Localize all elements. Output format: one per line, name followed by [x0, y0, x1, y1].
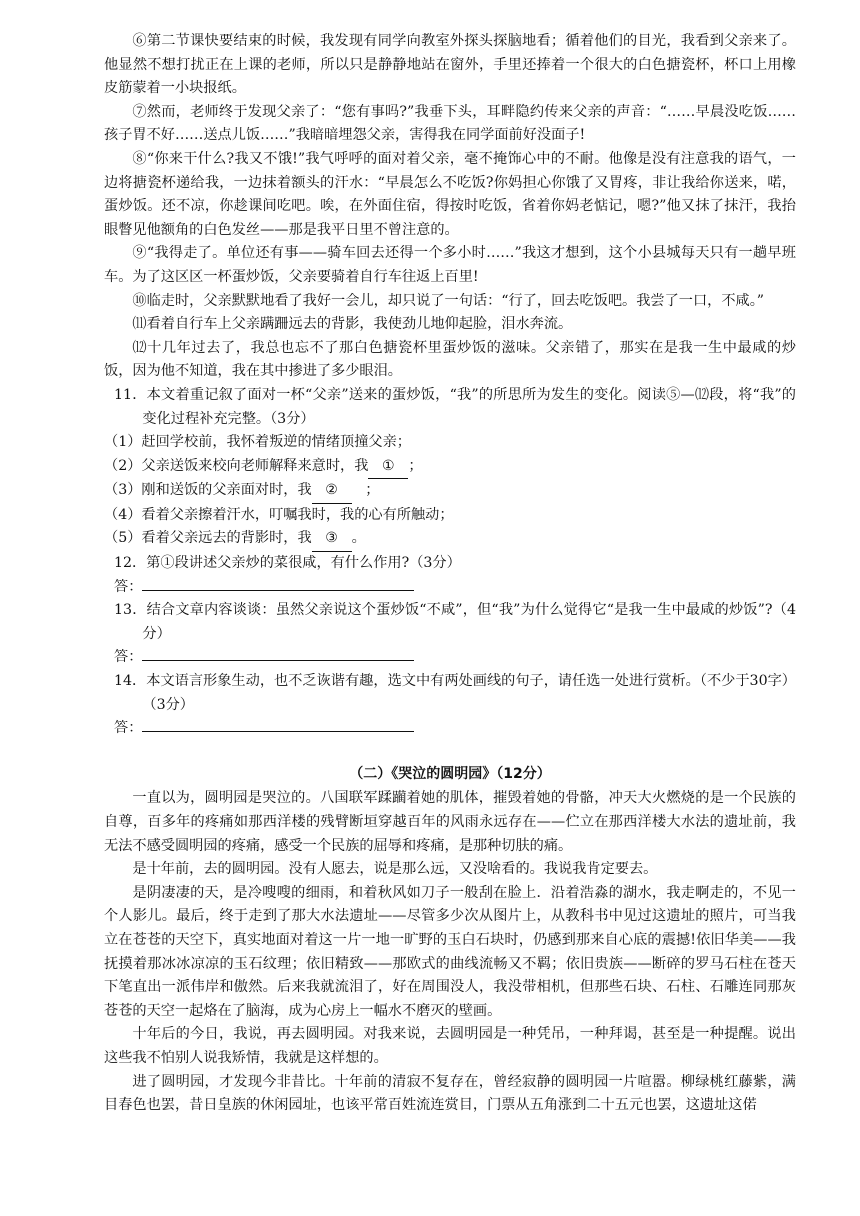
paragraph-7: ⑦然而，老师终于发现父亲了：“您有事吗?”我垂下头，耳畔隐约传来父亲的声音：“……早晨没吃饭……孩子胃不好……送点儿饭……”我暗暗埋怨父亲，害得我在同学面前好没面子!: [104, 103, 796, 144]
item-3-punct: ；: [365, 482, 380, 499]
section-2-paragraph-1: 一直以为，圆明园是哭泣的。八国联军蹂躏着她的肌体，摧毁着她的骨骼，冲天大火燃烧的是一个民族的自尊，百多年的疼痛如那西洋楼的残臂断垣穿越百年的风雨永远存在——伫立在那西洋楼大水法的遗址前，我无法不感受圆明园的疼痛，感受一个民族的屈辱和疼痛，是那种切肤的痛。: [104, 790, 796, 854]
answer-12: [104, 576, 796, 600]
question-11-item-1: （1）赶回学校前，我怀着叛逆的情绪顶撞父亲；: [104, 434, 411, 451]
section-2-body: [104, 787, 796, 1117]
answer-12-line[interactable]: [142, 576, 414, 591]
answer-13-line[interactable]: [142, 646, 414, 661]
item-3-text: （3）刚和送饭的父亲面对时，我: [104, 482, 312, 499]
blank-3[interactable]: ③: [312, 527, 352, 552]
item-2-text: （2）父亲送饭来校向老师解释来意时，我: [104, 457, 369, 474]
section-2-paragraph-3: 是阴凄凄的天，是冷嗖嗖的细雨，和着秋风如刀子一般刮在脸上．沿着浩淼的湖水，我走啊走的，不见一个人影儿。最后，终于走到了那大水法遗址——尽管多少次从图片上，从教科书中见过这遗址的照片，可当我立在苍苍的天空下，真实地面对着这一片一地一旷野的玉白石块时，仍感到那来自心底的震撼!依旧华美——我抚摸着那冰冰凉凉的玉石纹理；依旧精致——那欧式的曲线流畅又不羁；依旧贵族——断碎的罗马石柱在苍天下笔直出一派伟岸和傲然。后来我就流泪了，好在周围没人，我没带相机，但那些石块、石柱、石雕连同那灰苍苍的天空一起烙在了脑海，成为心房上一幅水不磨灭的壁画。: [104, 884, 796, 1019]
section-2-paragraph-4: 十年后的今日，我说，再去圆明园。对我来说，去圆明园是一种凭吊，一种拜谒，甚至是一种提醒。说出这些我不怕别人说我矫情，我就是这样想的。: [104, 1026, 796, 1066]
blank-2[interactable]: ②: [312, 479, 352, 504]
answer-label: 答：: [114, 578, 143, 595]
questions-block: [104, 384, 796, 741]
question-13: 13．结合文章内容谈谈：虽然父亲说这个蛋炒饭“不咸”，但“我”为什么觉得它“是我一生中最咸的炒饭”?（4分）: [114, 602, 796, 642]
paragraph-11: ⑾看着自行车上父亲蹒跚远去的背影，我使劲儿地仰起脸，泪水奔流。: [132, 316, 573, 333]
question-12: 12．第①段讲述父亲炒的菜很咸，有什么作用?（3分）: [114, 555, 461, 572]
item-5-text: （5）看着父亲远去的背影时，我: [104, 530, 312, 547]
question-11-item-3: [104, 479, 796, 504]
question-11-item-2: [104, 455, 796, 480]
item-2-punct: ；: [408, 457, 423, 474]
story-part1: [104, 30, 796, 384]
paragraph-9: ⑨“我得走了。单位还有事——骑车回去还得一个多小时……”我这才想到，这个小县城每天只有一趟早班车。为了这区区一杯蛋炒饭，父亲要骑着自行车往返上百里!: [104, 245, 796, 285]
question-11-item-5: [104, 527, 796, 552]
question-11: 11．本文着重记叙了面对一杯“父亲”送来的蛋炒饭，“我”的所思所为发生的变化。阅读⑤—⑿段，将“我”的变化过程补充完整。（3分）: [114, 386, 796, 427]
paragraph-12: ⑿十几年过去了，我总也忘不了那白色搪瓷杯里蛋炒饭的滋味。父亲错了，那实在是我一生中最咸的炒饭，因为他不知道，我在其中掺进了多少眼泪。: [104, 339, 796, 380]
document-page: [104, 30, 796, 1118]
answer-label: 答：: [114, 649, 143, 666]
question-11-item-4: （4）看着父亲擦着汗水，叮嘱我时，我的心有所触动；: [104, 506, 454, 523]
answer-label: 答：: [114, 720, 143, 737]
item-5-punct: 。: [351, 530, 366, 547]
paragraph-8: ⑧“你来干什么?我又不饿!”我气呼呼的面对着父亲，毫不掩饰心中的不耐。他像是没有注意我的语气，一边将搪瓷杯递给我，一边抹着额头的汗水：“早晨怎么不吃饭?你妈担心你饿了又胃疼，非让我给你送来，喏，蛋炒饭。还不凉，你趁课间吃吧。唉，在外面住宿，得按时吃饭，省着你妈老惦记，嗯?”他又抹了抹汗，我抬眼瞥见他额角的白色发丝——那是我平日里不曾注意的。: [104, 150, 796, 238]
paragraph-10: ⑩临走时，父亲默默地看了我好一会儿，却只说了一句话：“行了，回去吃饭吧。我尝了一口，不咸。”: [132, 292, 765, 309]
answer-14: [104, 717, 796, 741]
blank-1[interactable]: ①: [368, 455, 408, 480]
section-2-title: （二）《哭泣的圆明园》（12分）: [349, 765, 551, 782]
answer-13: [104, 646, 796, 670]
question-14: 14．本文语言形象生动，也不乏诙谐有趣，选文中有两处画线的句子，请任选一处进行赏析。（不少于30字）（3分）: [114, 673, 796, 713]
section-2-paragraph-2: 是十年前，去的圆明园。没有人愿去，说是那么远，又没啥看的。我说我肯定要去。: [132, 861, 658, 878]
answer-14-line[interactable]: [142, 717, 414, 732]
paragraph-6: ⑥第二节课快要结束的时候，我发现有同学向教室外探头探脑地看；循着他们的目光，我看到父亲来了。他显然不想打扰正在上课的老师，所以只是静静地站在窗外，手里还捧着一个很大的白色搪瓷杯，杯口上用橡皮筋蒙着一小块报纸。: [104, 33, 796, 97]
section-2-paragraph-5: 进了圆明园，才发现今非昔比。十年前的清寂不复存在，曾经寂静的圆明园一片喧嚣。柳绿桃红藤紫，满目春色也罢，昔日皇族的休闲园址，也该平常百姓流连赏目，门票从五角涨到二十五元也罢，这遗址这偌: [104, 1073, 796, 1114]
